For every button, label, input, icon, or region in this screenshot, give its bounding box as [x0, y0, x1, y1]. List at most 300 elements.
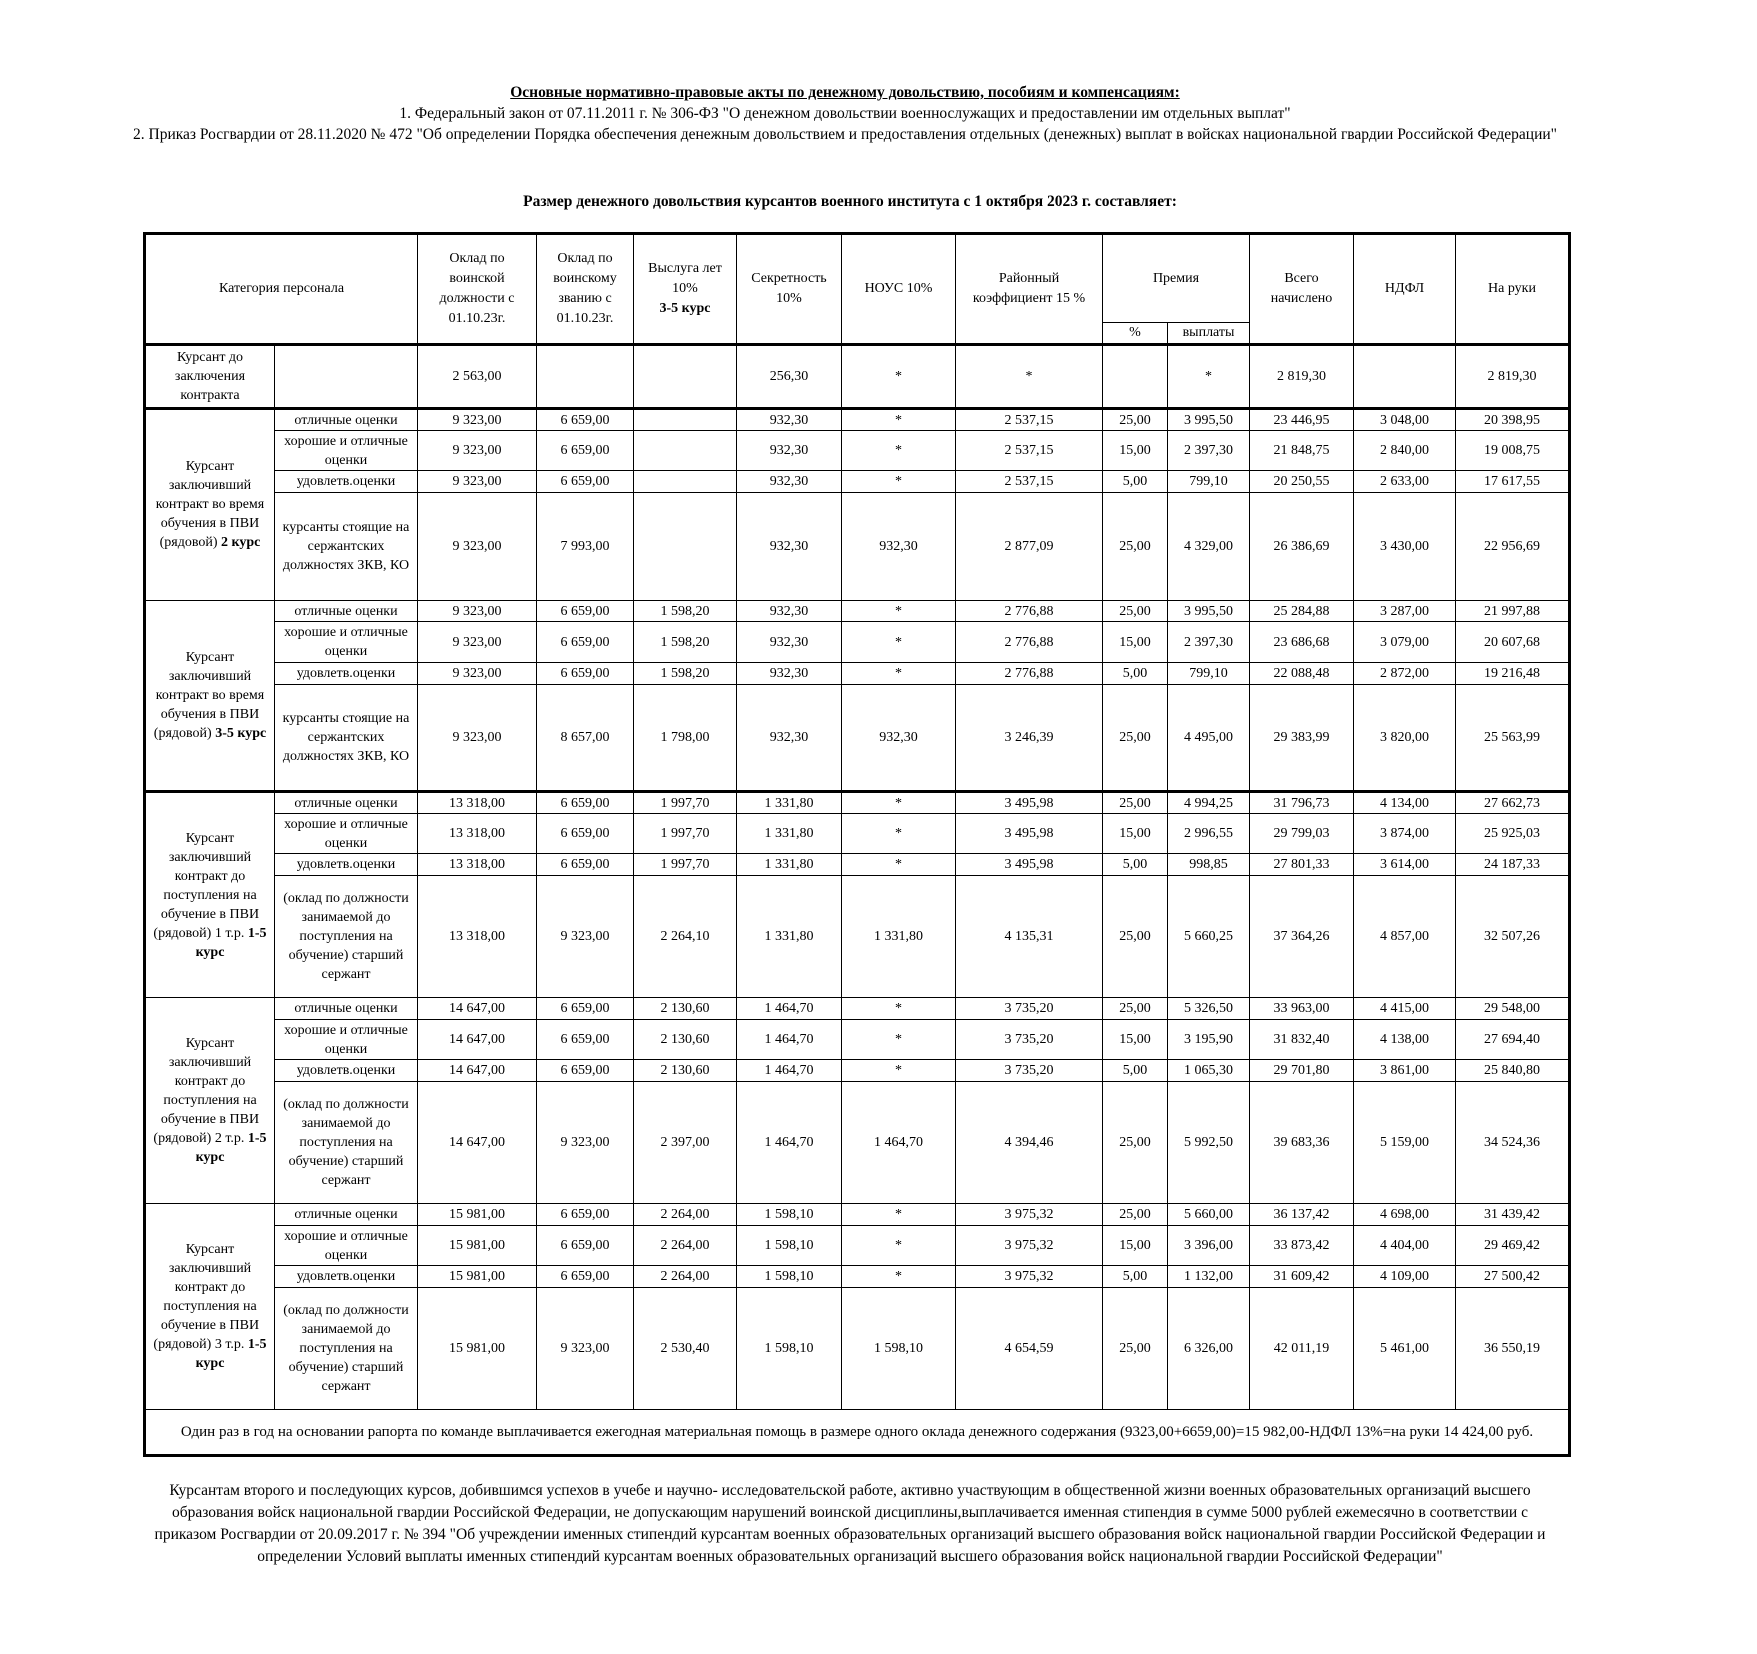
- subcategory-cell: курсанты стоящие на сержантских должностях ЗКВ, КО: [275, 684, 418, 792]
- value-cell: 2 819,30: [1250, 345, 1354, 409]
- value-cell: 1 598,20: [634, 662, 737, 684]
- value-cell: 20 398,95: [1456, 409, 1570, 431]
- value-cell: 799,10: [1168, 662, 1250, 684]
- table-row: [145, 1204, 1570, 1226]
- value-cell: 932,30: [737, 622, 842, 662]
- value-cell: *: [1168, 345, 1250, 409]
- value-cell: 21 997,88: [1456, 600, 1570, 622]
- value-cell: [275, 345, 418, 409]
- legal-act-2: 2. Приказ Росгвардии от 28.11.2020 № 472 "Об определении Порядка обеспечения денежным довольствием и предоставления отдельных (денежных) выплат в войсках национальной гвардии Российской Федерации": [133, 126, 1557, 143]
- value-cell: 27 801,33: [1250, 854, 1354, 876]
- subcategory-cell: отличные оценки: [275, 1204, 418, 1226]
- header-ndfl: НДФЛ: [1354, 234, 1456, 345]
- value-cell: 20 607,68: [1456, 622, 1570, 662]
- value-cell: 36 550,19: [1456, 1288, 1570, 1410]
- value-cell: *: [842, 792, 956, 814]
- value-cell: 3 820,00: [1354, 684, 1456, 792]
- subcategory-cell: удовлетв.оценки: [275, 1266, 418, 1288]
- value-cell: 39 683,36: [1250, 1082, 1354, 1204]
- subcategory-cell: хорошие и отличные оценки: [275, 813, 418, 853]
- value-cell: 3 995,50: [1168, 600, 1250, 622]
- value-cell: 25 563,99: [1456, 684, 1570, 792]
- header-vysluga-label: Выслуга лет 10%: [648, 261, 722, 296]
- value-cell: 9 323,00: [418, 409, 537, 431]
- subcategory-cell: хорошие и отличные оценки: [275, 430, 418, 470]
- value-cell: 2 130,60: [634, 998, 737, 1020]
- table-caption: Размер денежного довольствия курсантов военного института с 1 октября 2023 г. составляет:: [523, 193, 1177, 210]
- category-course: 1-5 курс: [195, 1131, 267, 1166]
- value-cell: 5 461,00: [1354, 1288, 1456, 1410]
- value-cell: 3 430,00: [1354, 493, 1456, 601]
- value-cell: 42 011,19: [1250, 1288, 1354, 1410]
- value-cell: 9 323,00: [418, 430, 537, 470]
- value-cell: 32 507,26: [1456, 876, 1570, 998]
- header-na-ruki: На руки: [1456, 234, 1570, 345]
- value-cell: 25,00: [1103, 1288, 1168, 1410]
- value-cell: 2 776,88: [956, 622, 1103, 662]
- header-oklad-zvan: Оклад по воинскому званию с 01.10.23г.: [537, 234, 634, 345]
- value-cell: [1103, 345, 1168, 409]
- value-cell: 6 659,00: [537, 1266, 634, 1288]
- value-cell: 932,30: [737, 600, 842, 622]
- value-cell: 6 659,00: [537, 430, 634, 470]
- value-cell: 25,00: [1103, 409, 1168, 431]
- value-cell: 3 287,00: [1354, 600, 1456, 622]
- value-cell: 25,00: [1103, 1082, 1168, 1204]
- value-cell: 31 832,40: [1250, 1019, 1354, 1059]
- value-cell: 3 079,00: [1354, 622, 1456, 662]
- value-cell: 15 981,00: [418, 1204, 537, 1226]
- value-cell: 6 659,00: [537, 1019, 634, 1059]
- value-cell: 13 318,00: [418, 854, 537, 876]
- value-cell: 4 138,00: [1354, 1019, 1456, 1059]
- value-cell: 31 609,42: [1250, 1266, 1354, 1288]
- value-cell: 15 981,00: [418, 1288, 537, 1410]
- value-cell: 25,00: [1103, 998, 1168, 1020]
- value-cell: 932,30: [737, 409, 842, 431]
- value-cell: 4 329,00: [1168, 493, 1250, 601]
- value-cell: 9 323,00: [418, 600, 537, 622]
- value-cell: 29 548,00: [1456, 998, 1570, 1020]
- value-cell: 26 386,69: [1250, 493, 1354, 601]
- value-cell: 2 130,60: [634, 1060, 737, 1082]
- table-row: [145, 409, 1570, 431]
- table-row: [145, 622, 1570, 662]
- value-cell: 932,30: [737, 471, 842, 493]
- material-aid-note: Один раз в год на основании рапорта по команде выплачивается ежегодная материальная помощь в размере одного оклада денежного содержания (9323,00+6659,00)=15 982,00-НДФЛ 13%=на руки 14 424,00 руб.: [145, 1410, 1570, 1456]
- value-cell: 2 397,30: [1168, 622, 1250, 662]
- value-cell: 6 659,00: [537, 854, 634, 876]
- table-row: [145, 471, 1570, 493]
- table-row: [145, 998, 1570, 1020]
- value-cell: 4 495,00: [1168, 684, 1250, 792]
- value-cell: 1 997,70: [634, 854, 737, 876]
- value-cell: 799,10: [1168, 471, 1250, 493]
- value-cell: 14 647,00: [418, 998, 537, 1020]
- subcategory-cell: отличные оценки: [275, 409, 418, 431]
- value-cell: 3 495,98: [956, 854, 1103, 876]
- value-cell: 37 364,26: [1250, 876, 1354, 998]
- value-cell: 13 318,00: [418, 813, 537, 853]
- table-row: [145, 345, 1570, 409]
- value-cell: 1 331,80: [737, 813, 842, 853]
- value-cell: 15 981,00: [418, 1266, 537, 1288]
- value-cell: 2 530,40: [634, 1288, 737, 1410]
- value-cell: 1 598,10: [737, 1204, 842, 1226]
- subcategory-cell: хорошие и отличные оценки: [275, 622, 418, 662]
- value-cell: *: [842, 430, 956, 470]
- value-cell: 5 992,50: [1168, 1082, 1250, 1204]
- value-cell: [1354, 345, 1456, 409]
- value-cell: 20 250,55: [1250, 471, 1354, 493]
- value-cell: 14 647,00: [418, 1019, 537, 1059]
- table-row: [145, 600, 1570, 622]
- value-cell: 9 323,00: [418, 493, 537, 601]
- value-cell: 2 877,09: [956, 493, 1103, 601]
- value-cell: 15,00: [1103, 1019, 1168, 1059]
- value-cell: 13 318,00: [418, 876, 537, 998]
- value-cell: 6 659,00: [537, 409, 634, 431]
- value-cell: 932,30: [737, 493, 842, 601]
- value-cell: 2 996,55: [1168, 813, 1250, 853]
- category-label: Курсант заключивший контракт до поступления на обучение в ПВИ (рядовой) 3 т.р.: [153, 1242, 260, 1353]
- value-cell: 4 109,00: [1354, 1266, 1456, 1288]
- value-cell: 6 659,00: [537, 1060, 634, 1082]
- value-cell: 25,00: [1103, 600, 1168, 622]
- value-cell: 36 137,42: [1250, 1204, 1354, 1226]
- value-cell: [634, 430, 737, 470]
- value-cell: [537, 345, 634, 409]
- table-row: [145, 792, 1570, 814]
- value-cell: 2 633,00: [1354, 471, 1456, 493]
- header-nous: НОУС 10%: [842, 234, 956, 345]
- value-cell: 7 993,00: [537, 493, 634, 601]
- table-row: [145, 430, 1570, 470]
- value-cell: 29 701,80: [1250, 1060, 1354, 1082]
- value-cell: 22 088,48: [1250, 662, 1354, 684]
- value-cell: 33 873,42: [1250, 1225, 1354, 1265]
- value-cell: 6 659,00: [537, 600, 634, 622]
- value-cell: *: [842, 1204, 956, 1226]
- value-cell: 19 008,75: [1456, 430, 1570, 470]
- value-cell: 4 698,00: [1354, 1204, 1456, 1226]
- value-cell: 2 397,00: [634, 1082, 737, 1204]
- table-body: [145, 345, 1570, 1456]
- value-cell: 4 857,00: [1354, 876, 1456, 998]
- value-cell: 29 469,42: [1456, 1225, 1570, 1265]
- subcategory-cell: удовлетв.оценки: [275, 662, 418, 684]
- document-header: [130, 82, 1560, 145]
- header-sekretnost: Секретность 10%: [737, 234, 842, 345]
- header-vsego: Всего начислено: [1250, 234, 1354, 345]
- value-cell: *: [842, 345, 956, 409]
- value-cell: 9 323,00: [418, 622, 537, 662]
- table-row: [145, 1225, 1570, 1265]
- value-cell: 3 975,32: [956, 1266, 1103, 1288]
- header-rayon: Районный коэффициент 15 %: [956, 234, 1103, 345]
- category-label: Курсант заключивший контракт до поступления на обучение в ПВИ (рядовой) 2 т.р.: [153, 1036, 260, 1147]
- value-cell: 3 048,00: [1354, 409, 1456, 431]
- category-label: Курсант заключивший контракт во время обучения в ПВИ (рядовой): [153, 649, 265, 741]
- value-cell: 256,30: [737, 345, 842, 409]
- value-cell: 1 464,70: [737, 998, 842, 1020]
- category-course: 1-5 курс: [195, 925, 267, 960]
- value-cell: 2 776,88: [956, 662, 1103, 684]
- value-cell: 2 537,15: [956, 409, 1103, 431]
- legal-act-1: 1. Федеральный закон от 07.11.2011 г. № 306-ФЗ "О денежном довольствии военнослужащих и предоставлении им отдельных выплат": [399, 105, 1291, 122]
- value-cell: 5,00: [1103, 471, 1168, 493]
- value-cell: 1 464,70: [842, 1082, 956, 1204]
- subcategory-cell: отличные оценки: [275, 600, 418, 622]
- value-cell: 932,30: [842, 493, 956, 601]
- value-cell: 4 654,59: [956, 1288, 1103, 1410]
- value-cell: 15,00: [1103, 813, 1168, 853]
- subcategory-cell: хорошие и отличные оценки: [275, 1225, 418, 1265]
- category-cell: [145, 600, 275, 792]
- value-cell: 2 563,00: [418, 345, 537, 409]
- value-cell: 2 264,00: [634, 1204, 737, 1226]
- value-cell: 3 995,50: [1168, 409, 1250, 431]
- value-cell: 25,00: [1103, 684, 1168, 792]
- value-cell: 1 798,00: [634, 684, 737, 792]
- value-cell: 3 975,32: [956, 1204, 1103, 1226]
- value-cell: 6 659,00: [537, 998, 634, 1020]
- value-cell: 25,00: [1103, 1204, 1168, 1226]
- value-cell: [634, 409, 737, 431]
- category-course: 2 курс: [221, 535, 261, 551]
- table-row: [145, 1019, 1570, 1059]
- value-cell: 3 975,32: [956, 1225, 1103, 1265]
- subcategory-cell: отличные оценки: [275, 998, 418, 1020]
- value-cell: [634, 345, 737, 409]
- value-cell: *: [842, 1060, 956, 1082]
- value-cell: 3 735,20: [956, 1060, 1103, 1082]
- header-category: Категория персонала: [145, 234, 418, 345]
- value-cell: 5 660,25: [1168, 876, 1250, 998]
- value-cell: *: [842, 662, 956, 684]
- value-cell: 29 799,03: [1250, 813, 1354, 853]
- header-oklad-dolzh: Оклад по воинской должности с 01.10.23г.: [418, 234, 537, 345]
- value-cell: 1 598,20: [634, 622, 737, 662]
- value-cell: *: [842, 998, 956, 1020]
- value-cell: 3 861,00: [1354, 1060, 1456, 1082]
- category-cell: [145, 409, 275, 601]
- value-cell: 9 323,00: [418, 684, 537, 792]
- category-cell: [145, 998, 275, 1204]
- value-cell: 6 659,00: [537, 622, 634, 662]
- value-cell: 3 614,00: [1354, 854, 1456, 876]
- value-cell: 2 397,30: [1168, 430, 1250, 470]
- value-cell: 15,00: [1103, 1225, 1168, 1265]
- value-cell: *: [842, 1019, 956, 1059]
- table-row: [145, 662, 1570, 684]
- category-label: Курсант заключивший контракт до поступления на обучение в ПВИ (рядовой) 1 т.р.: [153, 830, 260, 941]
- value-cell: 3 495,98: [956, 792, 1103, 814]
- value-cell: 1 132,00: [1168, 1266, 1250, 1288]
- category-cell: [145, 792, 275, 998]
- value-cell: 5,00: [1103, 662, 1168, 684]
- value-cell: 15,00: [1103, 622, 1168, 662]
- value-cell: 6 659,00: [537, 1204, 634, 1226]
- category-cell: [145, 1204, 275, 1410]
- value-cell: 932,30: [842, 684, 956, 792]
- value-cell: 3 735,20: [956, 998, 1103, 1020]
- value-cell: 5 159,00: [1354, 1082, 1456, 1204]
- value-cell: 15,00: [1103, 430, 1168, 470]
- value-cell: 31 796,73: [1250, 792, 1354, 814]
- value-cell: *: [842, 600, 956, 622]
- value-cell: 13 318,00: [418, 792, 537, 814]
- value-cell: *: [842, 854, 956, 876]
- value-cell: 6 659,00: [537, 792, 634, 814]
- value-cell: 25 840,80: [1456, 1060, 1570, 1082]
- value-cell: 15 981,00: [418, 1225, 537, 1265]
- value-cell: 17 617,55: [1456, 471, 1570, 493]
- value-cell: 33 963,00: [1250, 998, 1354, 1020]
- value-cell: 3 195,90: [1168, 1019, 1250, 1059]
- value-cell: 6 659,00: [537, 471, 634, 493]
- value-cell: [634, 493, 737, 601]
- table-row: [145, 1288, 1570, 1410]
- value-cell: [634, 471, 737, 493]
- table-row: [145, 1060, 1570, 1082]
- value-cell: 14 647,00: [418, 1060, 537, 1082]
- table-row: [145, 684, 1570, 792]
- value-cell: 14 647,00: [418, 1082, 537, 1204]
- value-cell: 3 396,00: [1168, 1225, 1250, 1265]
- value-cell: 9 323,00: [418, 662, 537, 684]
- value-cell: 19 216,48: [1456, 662, 1570, 684]
- value-cell: 4 404,00: [1354, 1225, 1456, 1265]
- value-cell: 27 694,40: [1456, 1019, 1570, 1059]
- value-cell: 2 537,15: [956, 430, 1103, 470]
- value-cell: 21 848,75: [1250, 430, 1354, 470]
- value-cell: 5,00: [1103, 1266, 1168, 1288]
- value-cell: 6 659,00: [537, 813, 634, 853]
- value-cell: 2 264,00: [634, 1266, 737, 1288]
- value-cell: 25 284,88: [1250, 600, 1354, 622]
- value-cell: 2 840,00: [1354, 430, 1456, 470]
- header-premia: Премия: [1103, 234, 1250, 323]
- table-row: [145, 854, 1570, 876]
- header-premia-sum: выплаты: [1168, 323, 1250, 345]
- value-cell: 1 598,20: [634, 600, 737, 622]
- allowance-table: [143, 232, 1571, 1457]
- value-cell: 1 331,80: [737, 792, 842, 814]
- value-cell: 2 130,60: [634, 1019, 737, 1059]
- value-cell: 24 187,33: [1456, 854, 1570, 876]
- value-cell: 9 323,00: [537, 1082, 634, 1204]
- header-premia-pct: %: [1103, 323, 1168, 345]
- value-cell: 3 874,00: [1354, 813, 1456, 853]
- value-cell: 25,00: [1103, 876, 1168, 998]
- value-cell: 1 598,10: [737, 1266, 842, 1288]
- value-cell: 2 264,10: [634, 876, 737, 998]
- value-cell: 5 660,00: [1168, 1204, 1250, 1226]
- subcategory-cell: хорошие и отличные оценки: [275, 1019, 418, 1059]
- value-cell: 2 264,00: [634, 1225, 737, 1265]
- value-cell: 3 495,98: [956, 813, 1103, 853]
- value-cell: 1 331,80: [737, 854, 842, 876]
- value-cell: 1 598,10: [737, 1225, 842, 1265]
- value-cell: 8 657,00: [537, 684, 634, 792]
- subcategory-cell: курсанты стоящие на сержантских должностях ЗКВ, КО: [275, 493, 418, 601]
- value-cell: 4 415,00: [1354, 998, 1456, 1020]
- value-cell: 2 872,00: [1354, 662, 1456, 684]
- value-cell: *: [842, 1266, 956, 1288]
- header-vysluga: [634, 234, 737, 345]
- subcategory-cell: отличные оценки: [275, 792, 418, 814]
- subcategory-cell: (оклад по должности занимаемой до поступления на обучение) старший сержант: [275, 876, 418, 998]
- value-cell: 9 323,00: [418, 471, 537, 493]
- value-cell: 29 383,99: [1250, 684, 1354, 792]
- value-cell: 9 323,00: [537, 1288, 634, 1410]
- value-cell: *: [842, 813, 956, 853]
- value-cell: 23 446,95: [1250, 409, 1354, 431]
- value-cell: *: [842, 409, 956, 431]
- value-cell: 6 659,00: [537, 1225, 634, 1265]
- value-cell: 6 326,00: [1168, 1288, 1250, 1410]
- value-cell: 22 956,69: [1456, 493, 1570, 601]
- category-cell: Курсант до заключения контракта: [145, 345, 275, 409]
- value-cell: 4 994,25: [1168, 792, 1250, 814]
- category-course: 1-5 курс: [195, 1337, 267, 1372]
- subcategory-cell: (оклад по должности занимаемой до поступления на обучение) старший сержант: [275, 1288, 418, 1410]
- value-cell: 1 464,70: [737, 1019, 842, 1059]
- category-course: 3-5 курс: [215, 725, 267, 741]
- scholarship-note: Курсантам второго и последующих курсов, добившимся успехов в учебе и научно- исследовательской работе, активно участвующим в общественной жизни военных образовательных организаций высшего образования войск национальной гвардии Российской Федерации, не допускающим нарушений воинской дисциплины,выплачивается именная стипендия в сумме 5000 рублей ежемесячно в соответствии с приказом Росгвардии от 20.09.2017 г. № 394 "Об учреждении именных стипендий курсантам военных образовательных организаций высшего образования войск национальной гвардии Российской Федерации и определении Условий выплаты именных стипендий курсантам военных образовательных организаций высшего образования войск национальной гвардии Российской Федерации": [154, 1482, 1546, 1565]
- value-cell: 932,30: [737, 662, 842, 684]
- value-cell: 23 686,68: [1250, 622, 1354, 662]
- value-cell: 5,00: [1103, 854, 1168, 876]
- value-cell: *: [842, 1225, 956, 1265]
- table-row: [145, 876, 1570, 998]
- value-cell: *: [842, 622, 956, 662]
- value-cell: *: [956, 345, 1103, 409]
- value-cell: 2 819,30: [1456, 345, 1570, 409]
- document-heading: Основные нормативно-правовые акты по денежному довольствию, пособиям и компенсациям:: [510, 84, 1180, 101]
- value-cell: 1 464,70: [737, 1060, 842, 1082]
- value-cell: 3 735,20: [956, 1019, 1103, 1059]
- value-cell: 1 331,80: [737, 876, 842, 998]
- value-cell: 1 997,70: [634, 813, 737, 853]
- value-cell: 4 394,46: [956, 1082, 1103, 1204]
- table-row: [145, 813, 1570, 853]
- category-label: Курсант заключивший контракт во время обучения в ПВИ (рядовой): [155, 459, 265, 551]
- value-cell: 2 776,88: [956, 600, 1103, 622]
- value-cell: 27 500,42: [1456, 1266, 1570, 1288]
- value-cell: 2 537,15: [956, 471, 1103, 493]
- value-cell: 1 598,10: [737, 1288, 842, 1410]
- value-cell: 4 135,31: [956, 876, 1103, 998]
- value-cell: 5,00: [1103, 1060, 1168, 1082]
- value-cell: 1 464,70: [737, 1082, 842, 1204]
- subcategory-cell: удовлетв.оценки: [275, 1060, 418, 1082]
- value-cell: 998,85: [1168, 854, 1250, 876]
- value-cell: 4 134,00: [1354, 792, 1456, 814]
- value-cell: 932,30: [737, 684, 842, 792]
- table-row: [145, 493, 1570, 601]
- subcategory-cell: удовлетв.оценки: [275, 854, 418, 876]
- value-cell: 1 065,30: [1168, 1060, 1250, 1082]
- value-cell: 1 598,10: [842, 1288, 956, 1410]
- value-cell: 25 925,03: [1456, 813, 1570, 853]
- value-cell: 6 659,00: [537, 662, 634, 684]
- value-cell: 25,00: [1103, 792, 1168, 814]
- value-cell: 3 246,39: [956, 684, 1103, 792]
- value-cell: 9 323,00: [537, 876, 634, 998]
- subcategory-cell: (оклад по должности занимаемой до поступления на обучение) старший сержант: [275, 1082, 418, 1204]
